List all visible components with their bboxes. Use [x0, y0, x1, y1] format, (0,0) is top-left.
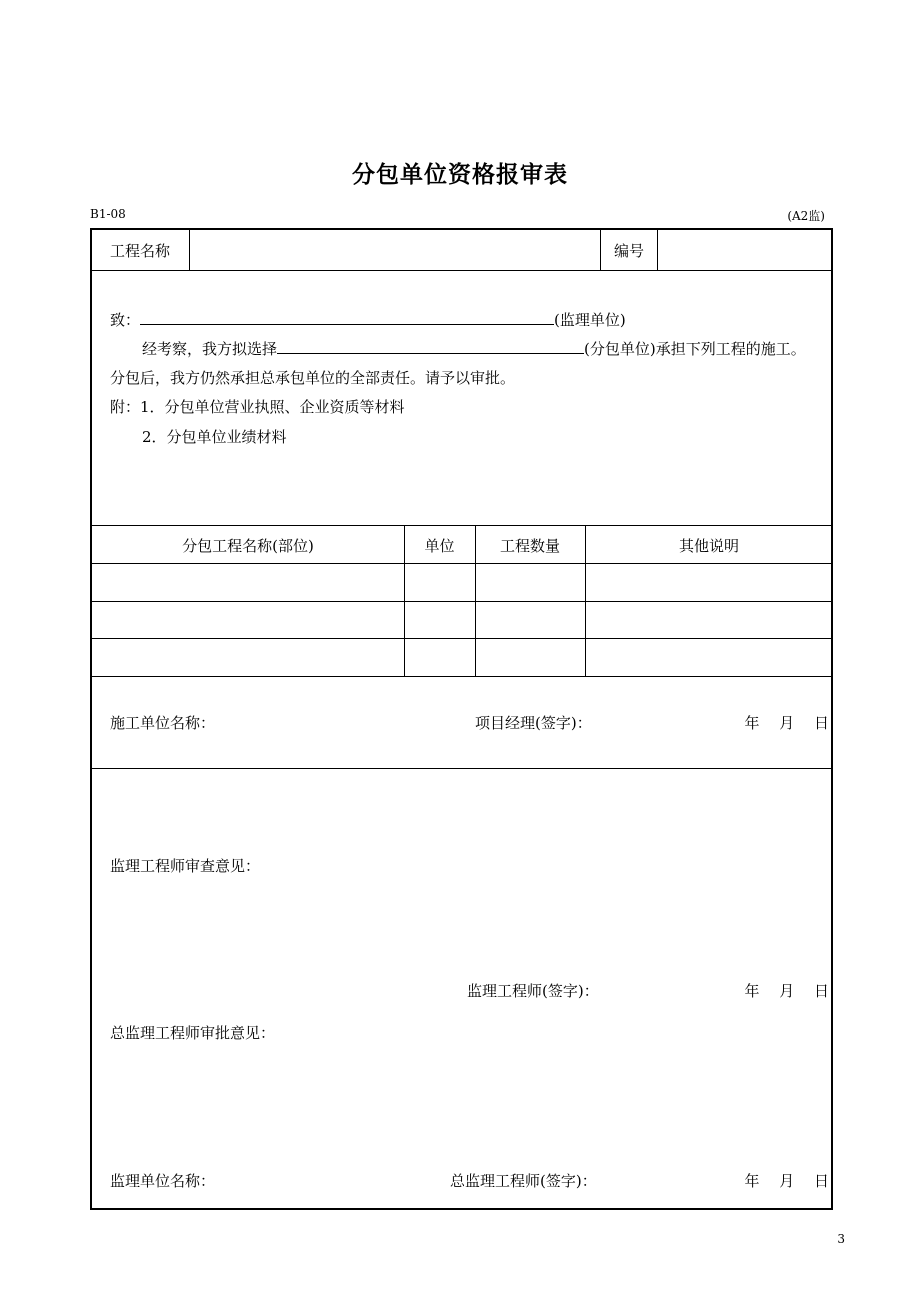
serial-label: 编号 [614, 242, 645, 260]
chief-sign-label: 总监理工程师(签字)： [450, 1172, 597, 1190]
divider [92, 601, 831, 602]
chief-opinion-label: 总监理工程师审批意见： [110, 1024, 276, 1042]
project-name-label: 工程名称 [110, 242, 171, 260]
subcontractor-field[interactable] [277, 339, 584, 354]
addressee-prefix: 致： [110, 311, 141, 329]
selection-line [142, 339, 806, 358]
divider [92, 638, 831, 639]
selection-suffix: (分包单位)承担下列工程的施工。 [584, 340, 806, 358]
addressee-suffix: (监理单位) [554, 311, 626, 329]
contractor-unit-label: 施工单位名称： [110, 714, 216, 732]
project-manager-sign-label: 项目经理(签字)： [475, 714, 592, 732]
responsibility-statement: 分包后，我方仍然承担总承包单位的全部责任。请予以审批。 [110, 369, 516, 387]
divider [404, 525, 405, 676]
divider [92, 270, 831, 271]
divider [600, 230, 601, 270]
supervisor-unit-label: 监理单位名称： [110, 1172, 216, 1190]
col-header-quantity: 工程数量 [499, 537, 560, 555]
attachment-1: 附：1．分包单位营业执照、企业资质等材料 [110, 398, 405, 416]
divider [657, 230, 658, 270]
chief-date: 年 月 日 [744, 1172, 829, 1190]
document-title: 分包单位资格报审表 [352, 162, 568, 188]
divider [92, 525, 831, 526]
divider [92, 676, 831, 677]
contractor-date: 年 月 日 [744, 714, 829, 732]
engineer-date: 年 月 日 [744, 982, 829, 1000]
col-header-name: 分包工程名称(部位) [182, 537, 314, 555]
divider [92, 768, 831, 769]
divider [92, 563, 831, 564]
divider [585, 525, 586, 676]
page-number: 3 [837, 1232, 845, 1246]
form-type: (A2监) [787, 209, 825, 223]
supervisor-unit-field[interactable] [140, 310, 554, 325]
col-header-notes: 其他说明 [678, 537, 739, 555]
divider [475, 525, 476, 676]
form-code: B1-08 [90, 207, 126, 221]
addressee-line [110, 310, 626, 329]
approval-form [90, 228, 833, 1210]
engineer-sign-label: 监理工程师(签字)： [467, 982, 599, 1000]
col-header-unit: 单位 [424, 537, 455, 555]
divider [189, 230, 190, 270]
selection-prefix: 经考察，我方拟选择 [142, 340, 278, 358]
engineer-opinion-label: 监理工程师审查意见： [110, 857, 261, 875]
attachment-2: 2．分包单位业绩材料 [142, 428, 287, 446]
